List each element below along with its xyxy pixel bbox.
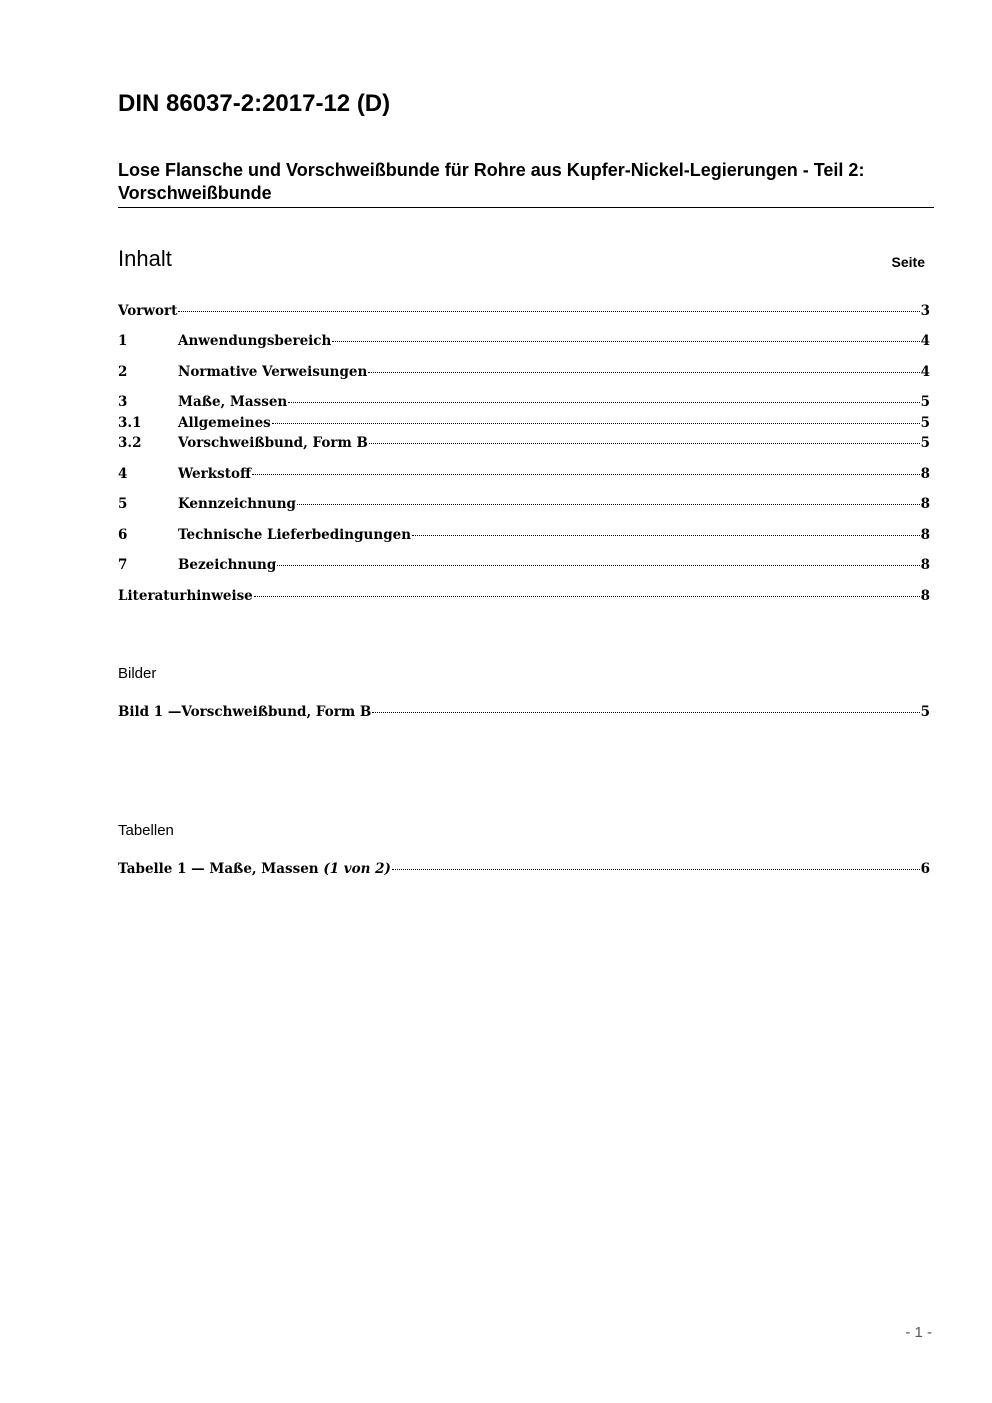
page-number: - 1 - xyxy=(905,1324,932,1341)
toc-entry-page: 3 xyxy=(920,303,930,319)
toc-leader xyxy=(372,712,919,713)
toc-entry-4[interactable] xyxy=(118,466,930,486)
toc-entry-number: 3 xyxy=(118,394,128,410)
toc-entry-title: Literaturhinweise xyxy=(118,588,253,604)
toc-entry-page: 8 xyxy=(920,557,930,573)
figure-entry-title: Bild 1 —Vorschweißbund, Form B xyxy=(118,704,372,720)
toc-leader xyxy=(369,443,920,444)
document-subtitle: Lose Flansche und Vorschweißbunde für Rohre aus Kupfer-Nickel-Legierungen - Teil 2: Vorschweißbunde xyxy=(118,159,934,208)
toc-entry-title: Technische Lieferbedingungen xyxy=(178,527,412,543)
toc-entry-page: 5 xyxy=(920,415,930,431)
toc-entry-number: 3.2 xyxy=(118,435,142,451)
toc-entry-3[interactable] xyxy=(118,394,930,414)
document-id: DIN 86037-2:2017-12 (D) xyxy=(118,90,391,117)
toc-entry-1[interactable] xyxy=(118,333,930,353)
table-entry-page: 6 xyxy=(920,861,930,877)
figures-label: Bilder xyxy=(118,665,157,682)
toc-entry-7[interactable] xyxy=(118,557,930,577)
toc-entry-title: Werkstoff xyxy=(178,466,252,482)
toc-entry-page: 4 xyxy=(920,364,930,380)
toc-leader xyxy=(368,372,919,373)
toc-entry-page: 5 xyxy=(920,394,930,410)
toc-leader xyxy=(332,341,919,342)
toc-entry-title: Vorwort xyxy=(118,303,178,319)
toc-entry-page: 5 xyxy=(920,435,930,451)
toc-heading: Inhalt xyxy=(118,246,172,271)
tables-label: Tabellen xyxy=(118,822,174,839)
figure-entry-1[interactable] xyxy=(118,704,930,724)
toc-entry-number: 1 xyxy=(118,333,128,349)
toc-entry-title: Bezeichnung xyxy=(178,557,277,573)
toc-leader xyxy=(288,402,919,403)
table-entry-title-group xyxy=(118,861,391,877)
toc-leader xyxy=(392,869,920,870)
figure-entry-page: 5 xyxy=(920,704,930,720)
toc-leader xyxy=(254,596,920,597)
toc-leader xyxy=(297,504,920,505)
table-entry-title: Tabelle 1 — Maße, Massen xyxy=(118,861,319,877)
toc-entry-page: 8 xyxy=(920,527,930,543)
toc-page-label: Seite xyxy=(891,254,925,270)
toc-leader xyxy=(277,565,919,566)
toc-entry-page: 4 xyxy=(920,333,930,349)
toc-leader xyxy=(412,535,920,536)
toc-entry-title: Maße, Massen xyxy=(178,394,288,410)
toc-entry-6[interactable] xyxy=(118,527,930,547)
toc-entry-page: 8 xyxy=(920,588,930,604)
toc-entry-number: 7 xyxy=(118,557,128,573)
toc-entry-number: 5 xyxy=(118,496,128,512)
toc-entry-number: 4 xyxy=(118,466,128,482)
toc-entry-title: Vorschweißbund, Form B xyxy=(178,435,368,451)
toc-entry-number: 2 xyxy=(118,364,128,380)
toc-entry-vorwort[interactable] xyxy=(118,303,930,323)
toc-leader xyxy=(178,311,919,312)
table-entry-note: (1 von 2) xyxy=(323,861,391,877)
toc-entry-title: Kennzeichnung xyxy=(178,496,296,512)
toc-entry-title: Anwendungsbereich xyxy=(178,333,332,349)
table-entry-1[interactable] xyxy=(118,861,930,881)
toc-entry-number: 6 xyxy=(118,527,128,543)
toc-entry-2[interactable] xyxy=(118,364,930,384)
toc-entry-title: Allgemeines xyxy=(178,415,271,431)
toc-leader xyxy=(252,474,920,475)
toc-entry-5[interactable] xyxy=(118,496,930,516)
toc-entry-page: 8 xyxy=(920,496,930,512)
toc-entry-3-2[interactable] xyxy=(118,435,930,455)
toc-entry-number: 3.1 xyxy=(118,415,142,431)
toc-entry-literaturhinweise[interactable] xyxy=(118,588,930,608)
toc-entry-3-1[interactable] xyxy=(118,415,930,435)
toc-leader xyxy=(272,423,920,424)
toc-entry-page: 8 xyxy=(920,466,930,482)
toc-entry-title: Normative Verweisungen xyxy=(178,364,368,380)
